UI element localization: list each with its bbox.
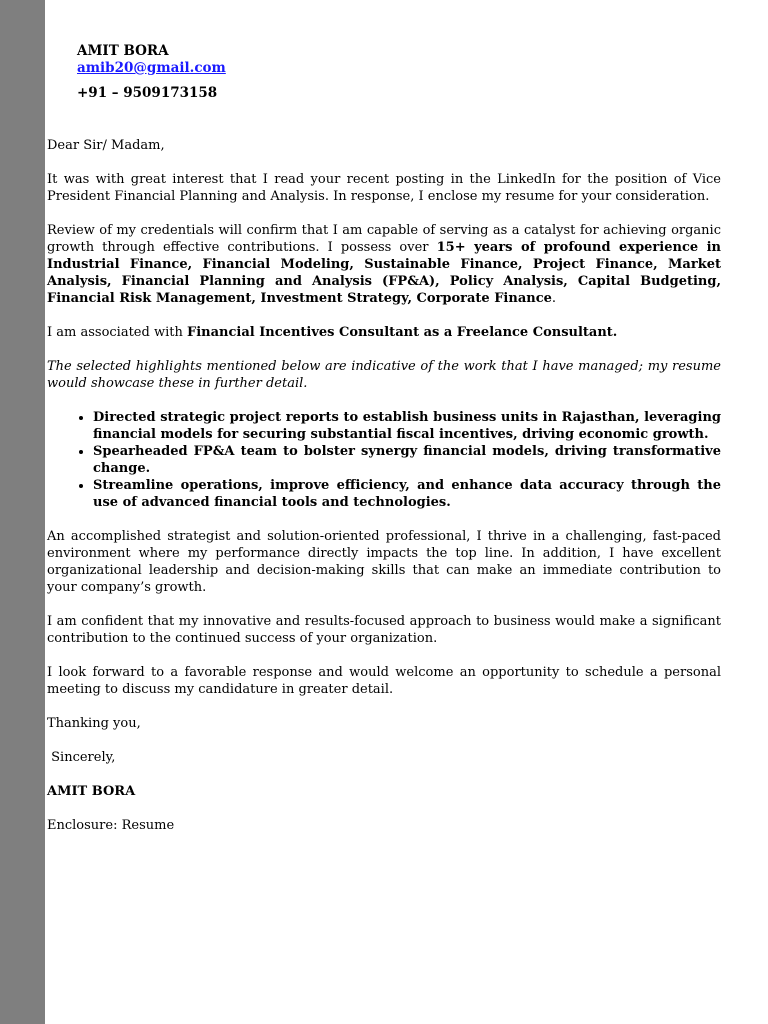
thanks-line: Thanking you, bbox=[47, 716, 141, 731]
paragraph-strategist: An accomplished strategist and solution-oriented professional, I thrive in a challenging, fast-paced environment where my performance directly impacts the top line. In addition, I have excellent organizational leadership and decision-making skills that can make an immediate contribution to your company’s growth. bbox=[47, 529, 721, 595]
credentials-experience: 15+ years of profound experience in Industrial Finance, Financial Modeling, Sustainable Finance, Project Finance, Market Analysis, Financial Planning and Analysis (FP&A), Policy Analysis, Capital Budgeting, Financial Risk Management, Investment Strategy, Corporate Finance bbox=[47, 240, 721, 306]
enclosure-line: Enclosure: Resume bbox=[47, 818, 175, 833]
paragraph-confidence: I am confident that my innovative and results-focused approach to business would make a significant contribution to the continued success of your organization. bbox=[47, 614, 721, 646]
paragraph-position: It was with great interest that I read your recent posting in the LinkedIn for the position of Vice President Financial Planning and Analysis. In response, I enclose my resume for your consideration. bbox=[47, 172, 721, 204]
list-item: • Directed strategic project reports to establish business units in Rajasthan, leveraging financial models for securing substantial fiscal incentives, driving economic growth. bbox=[93, 409, 721, 443]
credentials-intro: Review of my credentials will confirm that I am capable of serving as a catalyst for achieving organic growth through effective contributions. I possess over bbox=[47, 223, 721, 255]
association-role: Financial Incentives Consultant as a Freelance Consultant. bbox=[186, 325, 618, 340]
signature-name: AMIT BORA bbox=[47, 784, 136, 799]
credentials-end: . bbox=[551, 291, 557, 306]
paragraph-forward: I look forward to a favorable response and would welcome an opportunity to schedule a personal meeting to discuss my candidature in greater detail. bbox=[47, 665, 721, 697]
association-intro: I am associated with bbox=[47, 325, 187, 340]
sender-phone: +91 – 9509173158 bbox=[77, 85, 218, 101]
closing-line: Sincerely, bbox=[47, 750, 116, 765]
paragraph-association bbox=[47, 324, 721, 341]
left-margin-bar bbox=[0, 0, 45, 1024]
sender-email-link[interactable]: amib20@gmail.com bbox=[77, 60, 226, 76]
paragraph-credentials bbox=[47, 222, 721, 307]
sender-name: AMIT BORA bbox=[77, 43, 169, 59]
salutation: Dear Sir/ Madam, bbox=[47, 138, 165, 153]
list-item: • Streamline operations, improve efficiency, and enhance data accuracy through the use of advanced financial tools and technologies. bbox=[93, 477, 721, 511]
list-item: • Spearheaded FP&A team to bolster synergy financial models, driving transformative change. bbox=[93, 443, 721, 477]
letter-body bbox=[47, 137, 721, 851]
highlights-list bbox=[47, 409, 721, 511]
highlights-intro: The selected highlights mentioned below are indicative of the work that I have managed; my resume would showcase these in further detail. bbox=[47, 359, 721, 391]
letter-header bbox=[77, 43, 477, 102]
